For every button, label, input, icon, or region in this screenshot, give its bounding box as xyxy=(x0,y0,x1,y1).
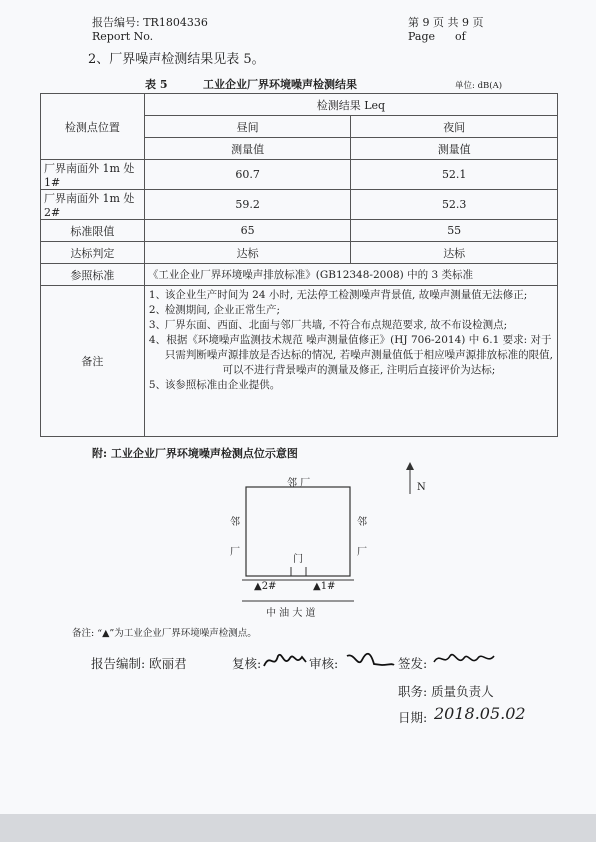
row-location: 厂界南面外 1m 处 2# xyxy=(41,190,145,220)
row-day-value: 60.7 xyxy=(144,160,351,190)
header-measured-day: 测量值 xyxy=(144,138,351,160)
monitoring-point-1: ▲1# xyxy=(313,581,336,592)
notes-label: 备注 xyxy=(41,286,145,437)
note-item: 2、 检测期间, 企业正常生产; xyxy=(148,304,281,316)
neighbor-right-label-2: 厂 xyxy=(357,547,367,558)
report-number-en: Report No. xyxy=(92,30,154,43)
neighbor-top-label: 邻 厂 xyxy=(287,478,311,489)
header-night: 夜间 xyxy=(351,116,558,138)
table-label: 表 5 xyxy=(145,78,168,91)
table-unit: 单位: dB(A) xyxy=(455,81,503,91)
limit-label: 标准限值 xyxy=(41,220,145,242)
judge-label: 达标判定 xyxy=(41,242,145,264)
header-measured-night: 测量值 xyxy=(351,138,558,160)
row-night-value: 52.3 xyxy=(351,190,558,220)
reviewer-signature xyxy=(262,648,308,674)
neighbor-right-label-1: 邻 xyxy=(357,517,367,528)
limit-day: 65 xyxy=(144,220,351,242)
header-result: 检测结果 Leq xyxy=(144,94,557,116)
section-title: 2、厂界噪声检测结果见表 5。 xyxy=(88,52,265,67)
row-day-value: 59.2 xyxy=(144,190,351,220)
judge-night: 达标 xyxy=(351,242,558,264)
page-indicator: 第 9 页 共 9 页 xyxy=(408,16,484,29)
compiled-by: 报告编制: 欧丽君 xyxy=(91,656,187,671)
neighbor-left-label-2: 厂 xyxy=(230,547,240,558)
date-value: 2018.05.02 xyxy=(434,704,526,723)
table-row xyxy=(41,160,558,190)
noise-results-table xyxy=(40,93,558,437)
scan-bottom-band xyxy=(0,814,596,842)
reviewed-label: 复核: xyxy=(232,656,262,671)
diagram-title: 附: 工业企业厂界环境噪声检测点位示意图 xyxy=(92,447,298,460)
note-item: 4、 根据《环境噪声监测技术规范 噪声测量值修正》(HJ 706-2014) 中 6.1 要求: 对于只需判断噪声源排放是否达标的情况, 若噪声测量值低于相应噪声源排放标准的限值, 可以不进行背景噪声的测量及修正, 注明后直接评价为达标; xyxy=(148,334,553,376)
neighbor-left-label-1: 邻 xyxy=(230,517,240,528)
issued-label: 签发: xyxy=(398,656,428,671)
row-location: 厂界南面外 1m 处 1# xyxy=(41,160,145,190)
header-day: 昼间 xyxy=(144,116,351,138)
monitoring-point-2: ▲2# xyxy=(254,581,277,592)
row-night-value: 52.1 xyxy=(351,160,558,190)
limit-night: 55 xyxy=(351,220,558,242)
note-item: 5、 该参照标准由企业提供。 xyxy=(148,379,281,391)
page-indicator-en-of: of xyxy=(455,30,466,43)
north-arrow-head xyxy=(406,462,414,470)
road-label: 中 油 大 道 xyxy=(266,608,316,619)
legend-note: 备注: “▲”为工业企业厂界环境噪声检测点。 xyxy=(72,628,257,639)
report-number: 报告编号: TR1804336 xyxy=(92,16,208,29)
note-item: 1、 该企业生产时间为 24 小时, 无法停工检测噪声背景值, 故噪声测量值无法修正; xyxy=(148,289,528,301)
auditor-signature xyxy=(344,646,396,674)
gate-label: 门 xyxy=(293,554,303,565)
reference-label: 参照标准 xyxy=(41,264,145,286)
judge-day: 达标 xyxy=(144,242,351,264)
table-row xyxy=(41,190,558,220)
issuer-signature xyxy=(432,646,496,674)
date-label: 日期: xyxy=(398,710,428,725)
table-title: 工业企业厂界环境噪声检测结果 xyxy=(203,78,357,91)
north-label: N xyxy=(417,482,426,493)
signer-position: 职务: 质量负责人 xyxy=(398,684,494,699)
note-item: 3、 厂界东面、西面、北面与邻厂共墙, 不符合布点规范要求, 故不布设检测点; xyxy=(148,319,508,331)
site-layout-diagram xyxy=(230,460,430,620)
page-indicator-en-page: Page xyxy=(408,30,436,43)
header-location: 检测点位置 xyxy=(41,94,145,160)
notes-cell xyxy=(144,286,557,437)
reference-standard: 《工业企业厂界环境噪声排放标准》(GB12348-2008) 中的 3 类标准 xyxy=(144,264,557,286)
audited-label: 审核: xyxy=(309,656,339,671)
